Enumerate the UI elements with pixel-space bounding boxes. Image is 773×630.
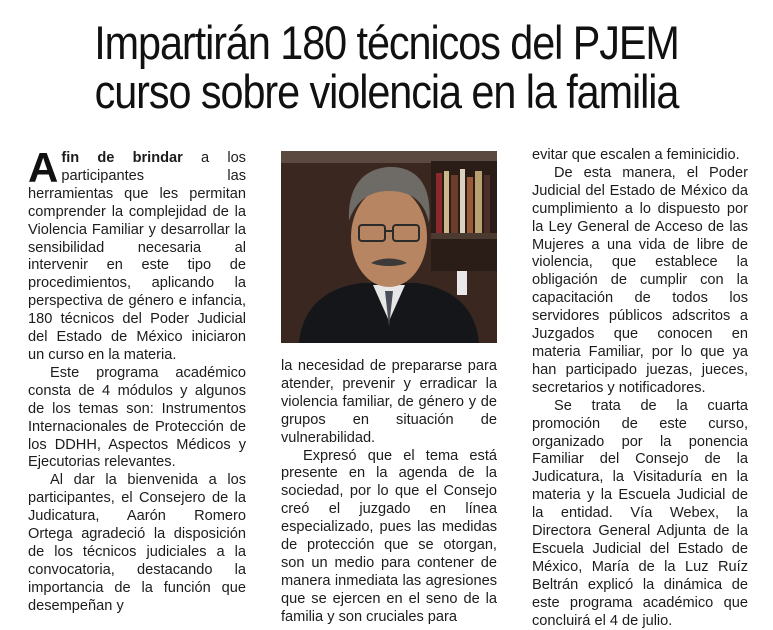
- portrait-illustration: [281, 151, 497, 343]
- paragraph-1-text: a los participantes las herramientas que les permitan comprender la complejidad de la Violencia Familiar y desarrollar la sensibilidad necesaria al intervenir en este tipo de procedimientos, aplicando la perspectiva de género e infancia, 180 técnicos del Poder Judicial del Estado de México iniciaron un curso en la materia.: [28, 150, 246, 363]
- drop-cap: A: [28, 144, 59, 191]
- article-column-1: [28, 144, 246, 616]
- article-paragraph-1: [28, 144, 246, 365]
- lead-in: fin de brindar: [61, 150, 183, 166]
- article-paragraph-4: la necesidad de prepararse para atender, prevenir y erradicar la violencia familiar, de género y de grupos en situación de vulnerabilidad.: [281, 358, 497, 446]
- article-paragraph-3: Al dar la bienvenida a los participantes, el Consejero de la Judicatura, Aarón Romero Ortega agradeció la disposición de los técnicos judiciales a la convocatoria, destacando la importancia de la función que desempeñan y: [28, 472, 246, 614]
- article-paragraph-7: De esta manera, el Poder Judicial del Estado de México da cumplimiento a lo dispuesto por la Ley General de Acceso de las Mujeres a una vida de libre de violencia, que establece la obligación de cumplir con la capacitación de todos los servidores públicos adscritos a Juzgados que conocen en materia Familiar, por lo que ya han participado juezas, jueces, secretarios y notificadores.: [532, 164, 748, 396]
- headline: [46, 18, 726, 116]
- article-paragraph-2: Este programa académico consta de 4 módulos y algunos de los temas son: Instrumentos Internacionales de Protección de los DDHH, Aspectos Médicos y Ejecutorias relevantes.: [28, 364, 246, 471]
- article-paragraph-8: Se trata de la cuarta promoción de este curso, organizado por la ponencia Familiar del Consejo de la Judicatura, la Visitaduría en la materia y la Escuela Judicial de la entidad. Vía Webex, la Directora General Adjunta de la Escuela Judicial del Estado de México, María de la Luz Ruíz Beltrán explicó la dinámica de este programa académico que concluirá el 4 de julio.: [532, 397, 748, 629]
- article-paragraph-6: evitar que escalen a feminicidio.: [532, 147, 740, 163]
- article-column-2: [281, 358, 497, 627]
- article-column-3: [532, 147, 748, 630]
- article-paragraph-5: Expresó que el tema está presente en la agenda de la sociedad, por lo que el Consejo creó el juzgado en línea especializado, pues las medidas de protección que se otorgan, son un medio para contener de manera inmediata las agresiones que se ejercen en el seno de la familia y son cruciales para: [281, 447, 497, 625]
- headline-line-1: Impartirán 180 técnicos del PJEM: [94, 16, 679, 69]
- article-photo: [281, 151, 497, 343]
- headline-line-2: curso sobre violencia en la familia: [94, 65, 679, 118]
